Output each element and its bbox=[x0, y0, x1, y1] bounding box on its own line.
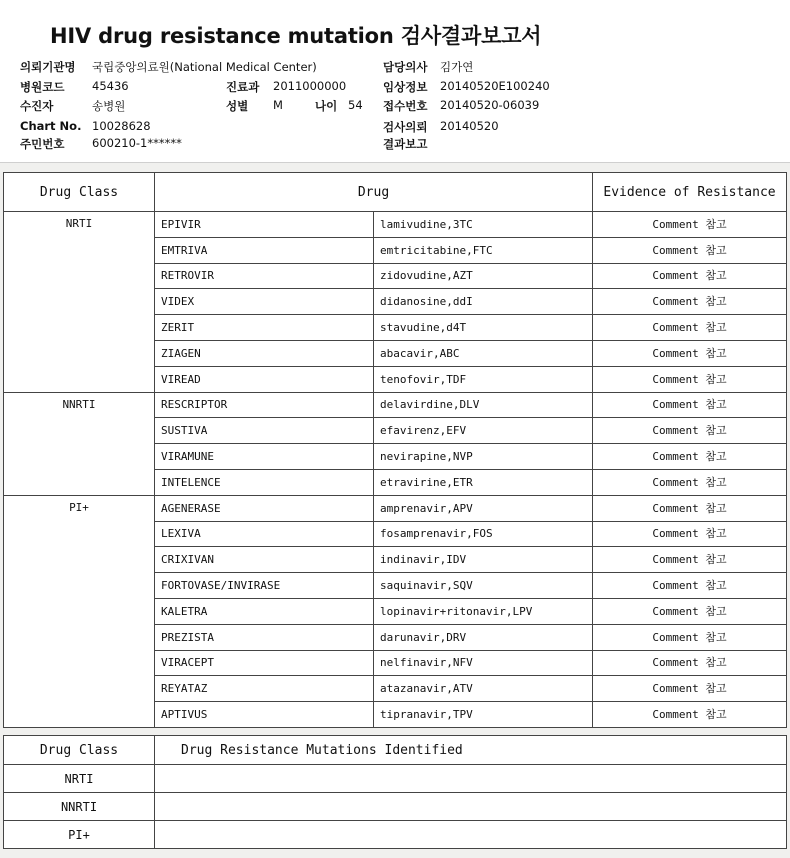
drug-brand-cell: LEXIVA bbox=[155, 521, 374, 547]
department-value: 2011000000 bbox=[273, 79, 347, 93]
drug-class-cell: NRTI bbox=[4, 212, 155, 393]
drug-brand-cell: RESCRIPTOR bbox=[155, 392, 374, 418]
department-label: 진료과 bbox=[226, 80, 260, 94]
drug-generic-cell: indinavir,IDV bbox=[374, 547, 593, 573]
evidence-cell: Comment 참고 bbox=[593, 573, 787, 599]
header-divider bbox=[0, 162, 790, 163]
examinee-value: 송병원 bbox=[92, 99, 126, 113]
drug-brand-cell: VIREAD bbox=[155, 366, 374, 392]
drug-generic-cell: tipranavir,TPV bbox=[374, 702, 593, 728]
institution-label: 의뢰기관명 bbox=[20, 60, 76, 74]
drug-generic-cell: etravirine,ETR bbox=[374, 469, 593, 495]
evidence-cell: Comment 참고 bbox=[593, 702, 787, 728]
drug-generic-cell: zidovudine,AZT bbox=[374, 263, 593, 289]
reception-no-value: 20140520-06039 bbox=[440, 98, 540, 112]
mutations-cell bbox=[155, 793, 787, 821]
drug-generic-cell: lamivudine,3TC bbox=[374, 212, 593, 238]
test-request-label: 검사의뢰 bbox=[383, 120, 428, 134]
evidence-cell: Comment 참고 bbox=[593, 366, 787, 392]
test-request-value: 20140520 bbox=[440, 119, 499, 133]
table-row bbox=[4, 765, 787, 793]
drug-generic-cell: didanosine,ddI bbox=[374, 289, 593, 315]
result-report-label: 결과보고 bbox=[383, 137, 428, 151]
drug-class-cell: NNRTI bbox=[4, 392, 155, 495]
drug-generic-cell: emtricitabine,FTC bbox=[374, 237, 593, 263]
evidence-cell: Comment 참고 bbox=[593, 289, 787, 315]
evidence-cell: Comment 참고 bbox=[593, 650, 787, 676]
drug-brand-cell: RETROVIR bbox=[155, 263, 374, 289]
header-drug: Drug bbox=[155, 173, 593, 212]
table-row bbox=[4, 212, 787, 238]
drug-class-cell: PI+ bbox=[4, 495, 155, 727]
resistance-table bbox=[3, 172, 787, 728]
resident-no-value: 600210-1****** bbox=[92, 136, 182, 150]
drug-brand-cell: INTELENCE bbox=[155, 469, 374, 495]
evidence-cell: Comment 참고 bbox=[593, 495, 787, 521]
evidence-cell: Comment 참고 bbox=[593, 315, 787, 341]
drug-brand-cell: VIRACEPT bbox=[155, 650, 374, 676]
drug-brand-cell: CRIXIVAN bbox=[155, 547, 374, 573]
evidence-cell: Comment 참고 bbox=[593, 444, 787, 470]
table-row bbox=[4, 793, 787, 821]
drug-generic-cell: saquinavir,SQV bbox=[374, 573, 593, 599]
evidence-cell: Comment 참고 bbox=[593, 263, 787, 289]
drug-generic-cell: nevirapine,NVP bbox=[374, 444, 593, 470]
header-evidence: Evidence of Resistance bbox=[593, 173, 787, 212]
mut-drug-class-cell: NRTI bbox=[4, 765, 155, 793]
age-value: 54 bbox=[348, 98, 363, 112]
resistance-table-header bbox=[4, 173, 787, 212]
evidence-cell: Comment 참고 bbox=[593, 340, 787, 366]
report-header bbox=[0, 0, 790, 162]
drug-brand-cell: EMTRIVA bbox=[155, 237, 374, 263]
evidence-cell: Comment 참고 bbox=[593, 598, 787, 624]
evidence-cell: Comment 참고 bbox=[593, 469, 787, 495]
drug-generic-cell: fosamprenavir,FOS bbox=[374, 521, 593, 547]
evidence-cell: Comment 참고 bbox=[593, 676, 787, 702]
drug-generic-cell: abacavir,ABC bbox=[374, 340, 593, 366]
mut-header-drug-class: Drug Class bbox=[4, 736, 155, 765]
drug-brand-cell: PREZISTA bbox=[155, 624, 374, 650]
doctor-label: 담당의사 bbox=[383, 60, 428, 74]
drug-generic-cell: amprenavir,APV bbox=[374, 495, 593, 521]
clinical-info-label: 임상정보 bbox=[383, 80, 428, 94]
hospital-code-value: 45436 bbox=[92, 79, 129, 93]
drug-generic-cell: darunavir,DRV bbox=[374, 624, 593, 650]
drug-brand-cell: SUSTIVA bbox=[155, 418, 374, 444]
table-row bbox=[4, 821, 787, 849]
evidence-cell: Comment 참고 bbox=[593, 237, 787, 263]
resident-no-label: 주민번호 bbox=[20, 137, 65, 151]
reception-no-label: 접수번호 bbox=[383, 99, 428, 113]
drug-generic-cell: tenofovir,TDF bbox=[374, 366, 593, 392]
drug-brand-cell: REYATAZ bbox=[155, 676, 374, 702]
mutations-cell bbox=[155, 765, 787, 793]
examinee-label: 수진자 bbox=[20, 99, 54, 113]
drug-generic-cell: efavirenz,EFV bbox=[374, 418, 593, 444]
drug-brand-cell: VIRAMUNE bbox=[155, 444, 374, 470]
sex-label: 성별 bbox=[226, 99, 249, 113]
mut-header-mutations: Drug Resistance Mutations Identified bbox=[155, 736, 787, 765]
drug-generic-cell: nelfinavir,NFV bbox=[374, 650, 593, 676]
evidence-cell: Comment 참고 bbox=[593, 624, 787, 650]
drug-brand-cell: FORTOVASE/INVIRASE bbox=[155, 573, 374, 599]
drug-brand-cell: VIDEX bbox=[155, 289, 374, 315]
drug-brand-cell: ZERIT bbox=[155, 315, 374, 341]
drug-generic-cell: delavirdine,DLV bbox=[374, 392, 593, 418]
evidence-cell: Comment 참고 bbox=[593, 212, 787, 238]
institution-value: 국립중앙의료원(National Medical Center) bbox=[92, 60, 317, 74]
table-row bbox=[4, 495, 787, 521]
report-title: HIV drug resistance mutation 검사결과보고서 bbox=[50, 24, 542, 48]
mutations-table bbox=[3, 735, 787, 849]
drug-brand-cell: EPIVIR bbox=[155, 212, 374, 238]
evidence-cell: Comment 참고 bbox=[593, 418, 787, 444]
hospital-code-label: 병원코드 bbox=[20, 80, 65, 94]
drug-brand-cell: ZIAGEN bbox=[155, 340, 374, 366]
drug-generic-cell: atazanavir,ATV bbox=[374, 676, 593, 702]
drug-brand-cell: AGENERASE bbox=[155, 495, 374, 521]
mut-drug-class-cell: PI+ bbox=[4, 821, 155, 849]
mutations-cell bbox=[155, 821, 787, 849]
evidence-cell: Comment 참고 bbox=[593, 392, 787, 418]
table-row bbox=[4, 392, 787, 418]
drug-brand-cell: KALETRA bbox=[155, 598, 374, 624]
drug-generic-cell: lopinavir+ritonavir,LPV bbox=[374, 598, 593, 624]
drug-brand-cell: APTIVUS bbox=[155, 702, 374, 728]
header-drug-class: Drug Class bbox=[4, 173, 155, 212]
clinical-info-value: 20140520E100240 bbox=[440, 79, 550, 93]
drug-generic-cell: stavudine,d4T bbox=[374, 315, 593, 341]
evidence-cell: Comment 참고 bbox=[593, 521, 787, 547]
mutations-table-header bbox=[4, 736, 787, 765]
doctor-value: 김가연 bbox=[440, 60, 474, 74]
chart-no-value: 10028628 bbox=[92, 119, 151, 133]
age-label: 나이 bbox=[315, 99, 338, 113]
sex-value: M bbox=[273, 98, 283, 112]
chart-no-label: Chart No. bbox=[20, 119, 82, 133]
evidence-cell: Comment 참고 bbox=[593, 547, 787, 573]
mut-drug-class-cell: NNRTI bbox=[4, 793, 155, 821]
